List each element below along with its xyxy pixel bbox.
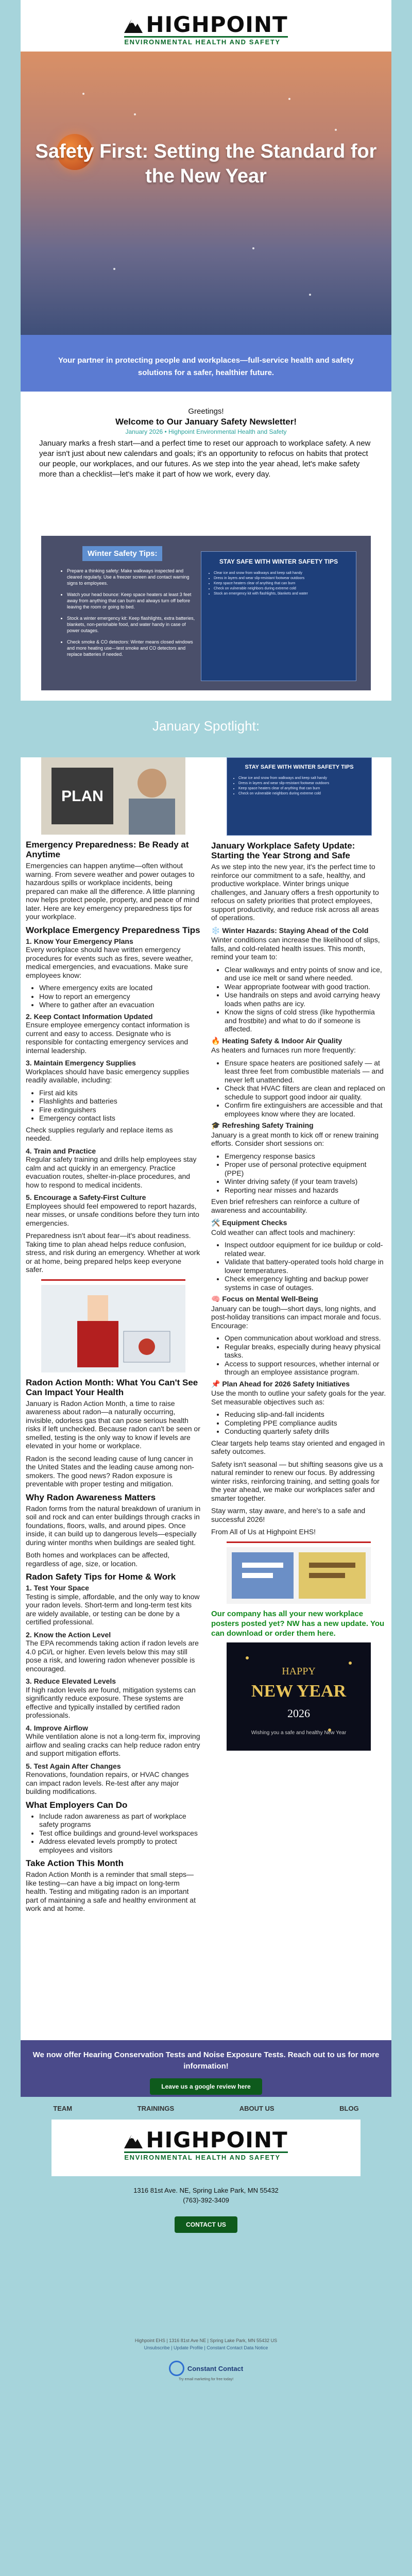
list-item: • Check smoke & CO detectors: Winter means closed windows and more heating use—test smoke and CO detectors and replace batteries if needed. <box>67 639 196 657</box>
winter-tips-list <box>60 568 196 663</box>
list-item: • Where emergency exits are located <box>39 984 201 992</box>
nav-team[interactable]: TEAM <box>53 2104 73 2112</box>
radon-tip-5-body: Renovations, foundation repairs, or HVAC changes can impact radon levels. Re-test after any major building modifications. <box>26 1770 189 1795</box>
training-body: January is a great month to kick off or renew training efforts. Consider short sessions on: <box>211 1130 379 1147</box>
why-p1: Radon forms from the natural breakdown of uranium in soil and rock and can enter buildings through cracks in foundations, floors, walls, and around pipes. Once inside, it can build up to dangerous levels—especially during winter months when buildings are sealed tight. <box>26 1504 201 1547</box>
sparkle-icon <box>309 294 311 296</box>
list-item: • Use handrails on steps and avoid carrying heavy loads when paths are icy. <box>225 991 386 1008</box>
tagline-banner <box>21 335 391 392</box>
winter-hazards-title: ❄️ Winter Hazards: Staying Ahead of the Cold <box>211 926 369 935</box>
right-column <box>211 757 386 1756</box>
list-item: • Address elevated levels promptly to protect employees and visitors <box>39 1837 201 1854</box>
closing-1: Safety isn't seasonal — but shifting seasons give us a natural reminder to renew our focus. By addressing winter risks, reinforcing training, and setting goals for the year ahead, we make our workplaces safer and smarter together. <box>211 1460 383 1502</box>
radon-tips-title: Radon Safety Tips for Home & Work <box>26 1572 176 1582</box>
sparkle-icon <box>252 247 254 249</box>
radon-image <box>41 1285 185 1372</box>
list-item: • Ensure space heaters are positioned safely — at least three feet from combustible materials — and never left unattended. <box>225 1059 386 1084</box>
list-item: • Check on vulnerable neighbors during extreme cold <box>238 791 365 796</box>
equipment-list <box>211 1241 386 1292</box>
greeting-hello: Greetings! <box>188 407 224 416</box>
tip-1-list <box>26 984 201 1009</box>
update-title: January Workplace Safety Update: Starting the Year Strong and Safe <box>211 841 355 860</box>
posters-link[interactable]: Our company has all your new workplace posters posted yet? NW has a new update. You can download or order them here. <box>211 1609 385 1638</box>
sparkle-icon <box>288 98 290 100</box>
footer-logo-box <box>52 2120 360 2176</box>
radon-tip-5-title: 5. Test Again After Changes <box>26 1761 121 1770</box>
winter-hazards-body: Winter conditions can increase the likelihood of slips, falls, and cold-related health issues. This month, remind your team to: <box>211 936 380 961</box>
employers-title: What Employers Can Do <box>26 1800 128 1810</box>
tip-3-body: Workplaces should have basic emergency supplies readily available, including: <box>26 1067 190 1084</box>
list-item: • Keep space heaters clear of anything that can burn <box>214 581 349 586</box>
list-item: • Check that HVAC filters are clean and replaced on schedule to support good indoor air quality. <box>225 1084 386 1101</box>
winter-graphic-list <box>227 776 371 796</box>
greeting-title: Welcome to Our January Safety Newsletter! <box>115 417 297 427</box>
labor-law-posters-image[interactable] <box>227 1547 371 1604</box>
sparkle-icon <box>335 129 337 131</box>
list-item: • Fire extinguishers <box>39 1106 201 1114</box>
greeting-section <box>21 392 391 531</box>
list-item: • Stock an emergency kit with flashlights, blankets and water <box>214 591 349 597</box>
winter-tips-section <box>21 531 391 701</box>
google-review-button[interactable]: Leave us a google review here <box>150 2078 262 2095</box>
list-item: • Completing PPE compliance audits <box>225 1419 386 1428</box>
tip-2-body: Ensure employee emergency contact information is current and easy to access. Designate who is responsible for contacting emergency services and internal leadership. <box>26 1021 190 1055</box>
mental-body: January can be tough—short days, long nights, and post-holiday transitions can impact morale and focus. Encourage: <box>211 1304 381 1330</box>
address: 1316 81st Ave. NE, Spring Lake Park, MN 55432 <box>133 2187 279 2194</box>
signoff: From All of Us at Highpoint EHS! <box>211 1528 316 1536</box>
emergency-intro: Emergencies can happen anytime—often without warning. From severe weather and power outages to hazardous spills or workplace incidents, being prepared can make all the difference. A little planning now helps protect people, property, and peace of mind later. Here are key emergency preparedness tips for your workplace. <box>26 861 199 921</box>
ny-big: NEW YEAR <box>251 1681 347 1701</box>
footer-links[interactable]: Unsubscribe | Update Profile | Constant Contact Data Notice <box>144 2345 268 2350</box>
footer-address: Highpoint EHS | 1316 81st Ave NE | Spring Lake Park, MN 55432 US <box>134 2338 278 2343</box>
tips-title: Workplace Emergency Preparedness Tips <box>26 925 200 935</box>
radon-tip-1-title: 1. Test Your Space <box>26 1584 89 1592</box>
list-item: • Winter driving safety (if your team travels) <box>225 1177 386 1186</box>
list-item: • Reducing slip-and-fall incidents <box>225 1410 386 1419</box>
training-after: Even brief refreshers can reinforce a culture of awareness and accountability. <box>211 1197 359 1214</box>
footer-contact <box>21 2120 391 2243</box>
tagline-text: Your partner in protecting people and workplaces—full-service health and safety solutions for a safer, healthier future. <box>58 356 354 377</box>
spotlight-section <box>21 757 391 2040</box>
plan-body: Use the month to outline your safety goals for the year. Set measurable objectives such as: <box>211 1389 386 1406</box>
emergency-title: Emergency Preparedness: Be Ready at Anytime <box>26 840 189 859</box>
equipment-title: 🛠️ Equipment Checks <box>211 1218 287 1227</box>
sparkle-icon <box>134 113 136 115</box>
plan-after: Clear targets help teams stay oriented and engaged in safety outcomes. <box>211 1438 385 1455</box>
greeting-body: January marks a fresh start—and a perfect time to reset our approach to workplace safety. A new year isn't just about new calendars and goals; it's an opportunity to refocus on habits that protect our people, our workplaces, and our futures. As we step into the year ahead, let's make safety more than a checklist—let's make it part of how we work, every day. <box>39 439 371 479</box>
tip-3-title: 3. Maintain Emergency Supplies <box>26 1059 136 1067</box>
training-list <box>211 1152 386 1195</box>
highpoint-footer-logo[interactable] <box>124 2127 288 2161</box>
mountain-peak-icon <box>124 15 143 34</box>
footer-nav <box>21 2097 391 2120</box>
list-item: • How to report an emergency <box>39 992 201 1001</box>
list-item: • Check on vulnerable neighbors during extreme cold <box>214 586 349 591</box>
logo-tagline: ENVIRONMENTAL HEALTH AND SAFETY <box>124 2151 287 2161</box>
constant-contact-sub: Try email marketing for free today! <box>178 2378 234 2381</box>
why-title: Why Radon Awareness Matters <box>26 1492 156 1502</box>
radon-tip-2-body: The EPA recommends taking action if radon levels are 4.0 pCi/L or higher. Even levels below this may still pose a risk, and lowering radon whenever possible is encouraged. <box>26 1639 199 1673</box>
constant-contact-name: Constant Contact <box>187 2364 244 2372</box>
training-title: 🎓 Refreshing Safety Training <box>211 1121 314 1129</box>
radon-p2: Radon is the second leading cause of lung cancer in the United States and the leading cause among non-smokers. The good news? Radon exposure is preventable with proper testing and mitigation. <box>26 1454 194 1488</box>
tip-3-after: Check supplies regularly and replace items as needed. <box>26 1125 173 1142</box>
ny-year: 2026 <box>287 1706 310 1720</box>
plan-image <box>41 757 185 835</box>
winter-tips-graphic <box>227 757 372 836</box>
list-item: • Reporting near misses and hazards <box>225 1186 386 1195</box>
list-item: • Watch your head bounce: Keep space heaters at least 3 feet away from anything that can burn and always turn off before leaving the room or going to bed. <box>67 591 196 610</box>
tip-1-body: Every workplace should have written emergency procedures for events such as fires, severe weather, medical emergencies, and evacuations. Make sure employees know: <box>26 945 193 979</box>
emergency-closing: Preparedness isn't about fear—it's about readiness. Taking time to plan ahead helps reduce confusion, stress, and risk during an emergency. Whether at work or at home, being prepared helps keep everyone safer. <box>26 1231 200 1274</box>
services-banner <box>21 2040 391 2097</box>
winter-tips-panel <box>41 536 371 690</box>
why-p2: Both homes and workplaces can be affected, regardless of age, size, or location. <box>26 1551 170 1568</box>
sparkle-icon <box>82 93 84 95</box>
tip-4-body: Regular safety training and drills help employees stay calm and act quickly in an emergency. Practice evacuation routes, shelter-in-place procedures, and how to respond to medical incidents. <box>26 1155 197 1189</box>
list-item: • Clear ice and snow from walkways and keep salt handy <box>214 571 349 576</box>
plan-title: 📌 Plan Ahead for 2026 Safety Initiatives <box>211 1379 350 1388</box>
section-divider <box>41 1279 185 1281</box>
employers-list <box>26 1812 201 1855</box>
tip-4-title: 4. Train and Practice <box>26 1146 96 1155</box>
nav-about-us[interactable]: ABOUT US <box>239 2104 274 2112</box>
plan-list <box>211 1410 386 1436</box>
tip-5-body: Employees should feel empowered to report hazards, near misses, or unsafe conditions before they turn into emergencies. <box>26 1201 199 1227</box>
section-divider <box>227 1541 371 1543</box>
mountain-peak-icon <box>124 2131 143 2149</box>
radon-tip-2-title: 2. Know the Action Level <box>26 1630 111 1639</box>
list-item: • Stock a winter emergency kit: Keep flashlights, extra batteries, blankets, non-perishable food, and water handy in case of power outages. <box>67 615 196 634</box>
tip-5-title: 5. Encourage a Safety-First Culture <box>26 1193 146 1201</box>
ny-small: HAPPY <box>282 1665 316 1677</box>
list-item: • Dress in layers and wear slip-resistant footwear outdoors <box>214 576 349 581</box>
radon-tip-4-body: While ventilation alone is not a long-term fix, improving airflow and sealing cracks can help reduce radon entry and support mitigation efforts. <box>26 1732 200 1757</box>
list-item: • Clear walkways and entry points of snow and ice, and use ice melt or sand where needed. <box>225 965 386 982</box>
tip-3-list <box>26 1089 201 1123</box>
email-footer <box>0 2329 412 2432</box>
list-item: • Inspect outdoor equipment for ice buildup or cold-related wear. <box>225 1241 386 1258</box>
logo-tagline: ENVIRONMENTAL HEALTH AND SAFETY <box>124 36 287 46</box>
sparkle-icon <box>113 268 115 270</box>
mental-title: 🧠 Focus on Mental Well-Being <box>211 1295 318 1303</box>
list-item: • First aid kits <box>39 1089 201 1097</box>
nav-trainings[interactable]: TRAININGS <box>137 2104 175 2112</box>
highpoint-logo[interactable] <box>124 14 287 46</box>
list-item: • Emergency contact lists <box>39 1114 201 1123</box>
hero-banner <box>21 52 391 335</box>
constant-contact-icon <box>169 2361 184 2376</box>
heating-title: 🔥 Heating Safety & Indoor Air Quality <box>211 1036 342 1045</box>
mental-list <box>211 1334 386 1377</box>
radon-p1: January is Radon Action Month, a time to raise awareness about radon—a naturally occurring, invisible, odorless gas that can pose serious health risks if left unchecked. Because radon can't be seen or smelled, testing is the only way to know if levels are elevated in your home or workplace. <box>26 1399 200 1450</box>
phone[interactable]: (763)-392-3409 <box>183 2196 229 2204</box>
list-item: • Prepare a thinking safety: Make walkways inspected and cleared regularly. Use a freezer screen and contact warning signs to employees. <box>67 568 196 586</box>
services-text: We now offer Hearing Conservation Tests and Noise Exposure Tests. Reach out to us for more information! <box>32 2050 380 2071</box>
take-action-title: Take Action This Month <box>26 1858 124 1868</box>
list-item: • Access to support resources, whether internal or through an employee assistance program. <box>225 1360 386 1377</box>
radon-title: Radon Action Month: What You Can't See Can Impact Your Health <box>26 1377 198 1397</box>
update-body: As we step into the new year, it's the perfect time to reinforce our commitment to a safe, healthy, and productive workplace. Winter brings unique challenges, and January offers a fresh opportunity to refocus on safety priorities that protect employees, support productivity, and reduce risk across all areas of operations. <box>211 862 379 922</box>
equipment-body: Cold weather can affect tools and machinery: <box>211 1228 355 1236</box>
heating-body: As heaters and furnaces run more frequently: <box>211 1046 356 1054</box>
tip-1-title: 1. Know Your Emergency Plans <box>26 937 133 945</box>
nav-blog[interactable]: BLOG <box>339 2104 359 2112</box>
list-item: • Validate that battery-operated tools hold charge in lower temperatures. <box>225 1258 386 1275</box>
radon-tip-3-title: 3. Reduce Elevated Levels <box>26 1677 116 1685</box>
list-item: • Open communication about workload and stress. <box>225 1334 386 1343</box>
left-column <box>26 757 201 1917</box>
spotlight-title: January Spotlight: <box>152 718 260 734</box>
list-item: • Know the signs of cold stress (like hypothermia and frostbite) and what to do if someone is affected. <box>225 1008 386 1033</box>
logo-wordmark: HIGHPOINT <box>146 12 288 37</box>
list-item: • Keep space heaters clear of anything that can burn <box>238 786 365 791</box>
list-item: • Conducting quarterly safety drills <box>225 1427 386 1436</box>
take-action-body: Radon Action Month is a reminder that small steps—like testing—can have a big impact on long-term health. Testing and mitigating radon is an important part of maintaining a safe and healthy environment at work and at home. <box>26 1870 196 1912</box>
list-item: • Confirm fire extinguishers are accessible and that employees know where they are located. <box>225 1101 386 1118</box>
tip-2-title: 2. Keep Contact Information Updated <box>26 1012 153 1021</box>
winter-graphic-heading: STAY SAFE WITH WINTER SAFETY TIPS <box>245 764 354 770</box>
list-item: • Where to gather after an evacuation <box>39 1001 201 1009</box>
greeting-dateline: January 2026 • Highpoint Environmental Health and Safety <box>125 428 287 435</box>
happy-new-year-image <box>227 1642 371 1751</box>
closing-2: Stay warm, stay aware, and here's to a safe and successful 2026! <box>211 1506 366 1523</box>
list-item: • Regular breaks, especially during heavy physical tasks. <box>225 1343 386 1360</box>
list-item: • Test office buildings and ground-level workspaces <box>39 1829 201 1838</box>
plan-image-text: PLAN <box>61 788 104 805</box>
list-item: • Check emergency lighting and backup power systems in case of outages. <box>225 1275 386 1292</box>
list-item: • Proper use of personal protective equipment (PPE) <box>225 1160 386 1177</box>
contact-us-button[interactable]: CONTACT US <box>175 2216 237 2233</box>
hero-title: Safety First: Setting the Standard for the New Year <box>35 141 377 187</box>
winter-image-list <box>201 571 356 597</box>
heating-list <box>211 1059 386 1118</box>
newsletter-card <box>21 0 391 2243</box>
list-item: • Wear appropriate footwear with good traction. <box>225 982 386 991</box>
winter-image-heading: STAY SAFE WITH WINTER SAFETY TIPS <box>219 558 338 565</box>
constant-contact-badge[interactable] <box>169 2361 243 2381</box>
radon-tip-1-body: Testing is simple, affordable, and the only way to know your radon levels. Short-term and long-term test kits are widely available, or testing can be done by a certified professional. <box>26 1592 200 1626</box>
list-item: • Include radon awareness as part of workplace safety programs <box>39 1812 201 1829</box>
winter-tips-title: Winter Safety Tips: <box>82 546 162 561</box>
winter-hazards-list <box>211 965 386 1033</box>
radon-tip-4-title: 4. Improve Airflow <box>26 1723 88 1732</box>
header-logo-section <box>21 0 391 52</box>
list-item: • Clear ice and snow from walkways and keep salt handy <box>238 776 365 781</box>
ny-sub: Wishing you a safe and healthy New Year <box>251 1730 347 1736</box>
winter-tips-image <box>201 551 356 681</box>
list-item: • Dress in layers and wear slip-resistant footwear outdoors <box>238 781 365 786</box>
radon-tip-3-body: If high radon levels are found, mitigation systems can significantly reduce exposure. These systems are effective and typically installed by certified radon professionals. <box>26 1685 196 1719</box>
logo-wordmark: HIGHPOINT <box>146 2127 288 2153</box>
list-item: • Flashlights and batteries <box>39 1097 201 1106</box>
list-item: • Emergency response basics <box>225 1152 386 1161</box>
spotlight-heading-section <box>21 701 391 757</box>
